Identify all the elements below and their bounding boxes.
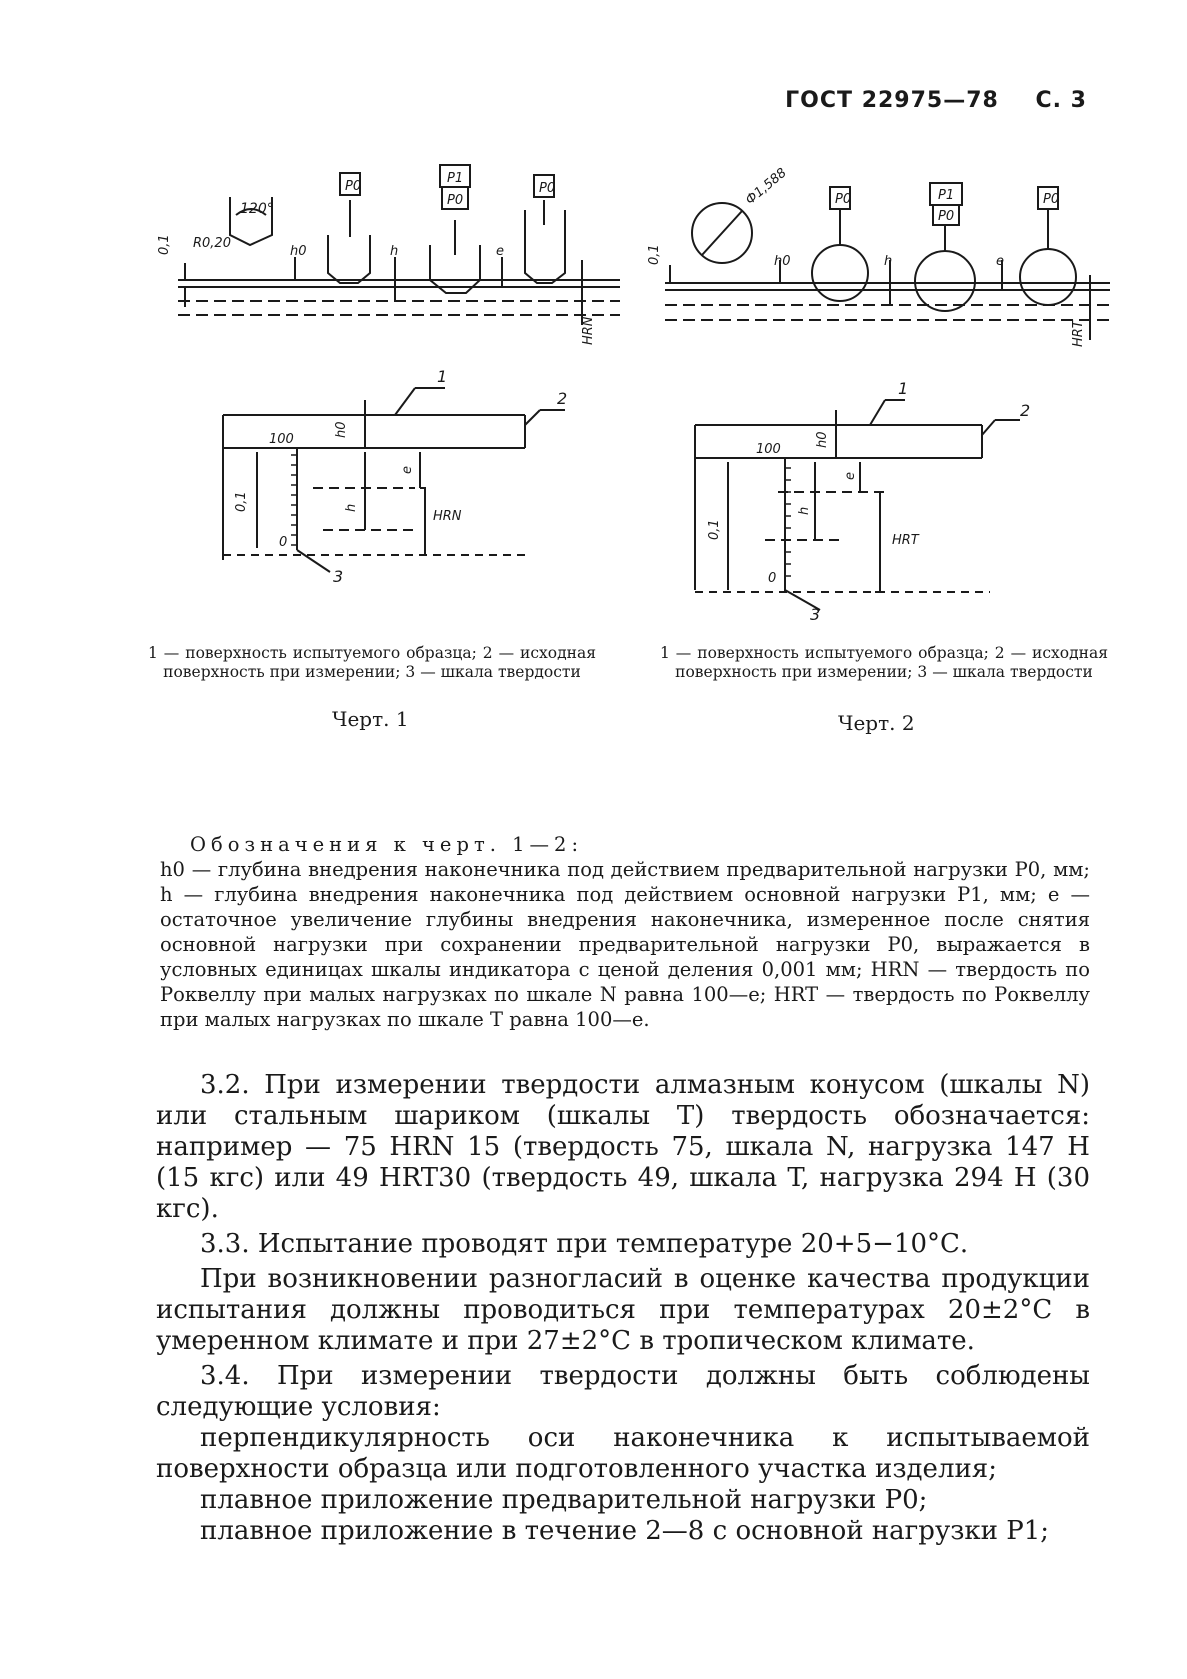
scale-top-label: 100 bbox=[756, 442, 781, 457]
callout-3: 3 bbox=[333, 567, 344, 586]
e-label: e bbox=[996, 254, 1004, 269]
hrn-label: HRN bbox=[433, 509, 462, 524]
h0-label: h0 bbox=[774, 254, 791, 269]
callout-1: 1 bbox=[898, 379, 909, 398]
depth-label: 0,1 bbox=[707, 519, 722, 540]
figure-2-title: Черт. 2 bbox=[838, 711, 915, 735]
paragraph-3-2: 3.2. При измерении твердости алмазным конусом (шкалы N) или стальным шариком (шкалы T) твердость обозначается: например — 75 HRN 15 (твердость 75, шкала N, нагрузка 147 Н (15 кгс) или 49 HRT30 (твердость 49, шкала T, нагрузка 294 Н (30 кгс). bbox=[156, 1070, 1090, 1224]
condition-preload: плавное приложение предварительной нагрузки P0; bbox=[200, 1485, 928, 1515]
main-text bbox=[156, 1070, 1090, 1547]
condition-perpendicularity: перпендикулярность оси наконечника к испытываемой поверхности образца или подготовленного участка изделия; bbox=[156, 1423, 1090, 1484]
hrn-label: HRN bbox=[581, 316, 596, 345]
p1-label: P1 bbox=[938, 188, 955, 203]
figure-1-indentation-diagram bbox=[150, 165, 620, 345]
p0-label: P0 bbox=[345, 179, 362, 194]
depth-label: 0,1 bbox=[157, 234, 172, 255]
scale-top-label: 100 bbox=[269, 432, 294, 447]
h-label: h bbox=[344, 503, 359, 512]
figure-2-caption: 1 — поверхность испытуемого образца; 2 — исходная поверхность при измерении; 3 — шкала твердости bbox=[660, 644, 1108, 681]
figure-1-title: Черт. 1 bbox=[332, 707, 409, 731]
scale-zero-label: 0 bbox=[279, 535, 288, 550]
p0-label: P0 bbox=[539, 181, 556, 196]
callout-2: 2 bbox=[1020, 401, 1031, 420]
radius-label: R0,20 bbox=[193, 236, 231, 251]
p0-label: P0 bbox=[1043, 192, 1060, 207]
callout-1: 1 bbox=[437, 367, 448, 386]
condition-main-load: плавное приложение в течение 2—8 с основной нагрузки P1; bbox=[200, 1516, 1050, 1546]
e-label: e bbox=[496, 244, 504, 259]
page-number: С. 3 bbox=[1035, 88, 1087, 113]
h-label: h bbox=[797, 506, 812, 515]
p0-label: P0 bbox=[835, 192, 852, 207]
callout-3: 3 bbox=[810, 605, 821, 624]
hrt-label: HRT bbox=[892, 533, 919, 548]
callout-2: 2 bbox=[557, 389, 568, 408]
paragraph-3-3: 3.3. Испытание проводят при температуре 20+5−10°С. bbox=[200, 1229, 969, 1259]
e-label: e bbox=[843, 472, 858, 480]
h-label: h bbox=[884, 254, 893, 269]
scale-zero-label: 0 bbox=[768, 571, 777, 586]
h0-label: h0 bbox=[290, 244, 307, 259]
hrt-label: HRT bbox=[1071, 320, 1086, 347]
notes-body: h0 — глубина внедрения наконечника под действием предварительной нагрузки P0, мм; h — глубина внедрения наконечника под действием основной нагрузки P1, мм; e — остаточное увеличение глубины внедрения наконечника, измеренное после снятия основной нагрузки при сохранении предварительной нагрузки P0, выражается в условных единицах шкалы индикатора с ценой деления 0,001 мм; HRN — твердость по Роквеллу при малых нагрузках по шкале N равна 100—e; HRT — твердость по Роквеллу при малых нагрузках по шкале T равна 100—e. bbox=[160, 858, 1090, 1031]
h0-label: h0 bbox=[334, 421, 349, 438]
page-header bbox=[757, 88, 1087, 113]
figure-1-scale-diagram bbox=[215, 360, 595, 600]
notes-heading: Обозначения к черт. 1—2: bbox=[190, 833, 584, 856]
h0-label: h0 bbox=[815, 431, 830, 448]
figure-notes bbox=[160, 832, 1090, 1032]
ball-diameter-label: Ф1,588 bbox=[742, 165, 790, 209]
p0-label: P0 bbox=[447, 193, 464, 208]
depth-label: 0,1 bbox=[647, 244, 662, 265]
e-label: e bbox=[400, 466, 415, 474]
figure-2-scale-diagram bbox=[690, 379, 1050, 624]
paragraph-3-4: 3.4. При измерении твердости должны быть соблюдены следующие условия: bbox=[156, 1361, 1090, 1422]
standard-number: ГОСТ 22975—78 bbox=[785, 88, 999, 113]
p0-label: P0 bbox=[938, 209, 955, 224]
tip-angle-label: 120° bbox=[240, 201, 274, 217]
paragraph-3-3-disputes: При возникновении разногласий в оценке качества продукции испытания должны проводиться при температурах 20±2°С в умеренном климате и при 27±2°С в тропическом климате. bbox=[156, 1264, 1090, 1356]
depth-label: 0,1 bbox=[234, 491, 249, 512]
figure-2-indentation-diagram bbox=[647, 165, 1110, 350]
h-label: h bbox=[390, 244, 399, 259]
figure-1-caption: 1 — поверхность испытуемого образца; 2 — исходная поверхность при измерении; 3 — шкала твердости bbox=[148, 644, 596, 681]
p1-label: P1 bbox=[447, 171, 464, 186]
